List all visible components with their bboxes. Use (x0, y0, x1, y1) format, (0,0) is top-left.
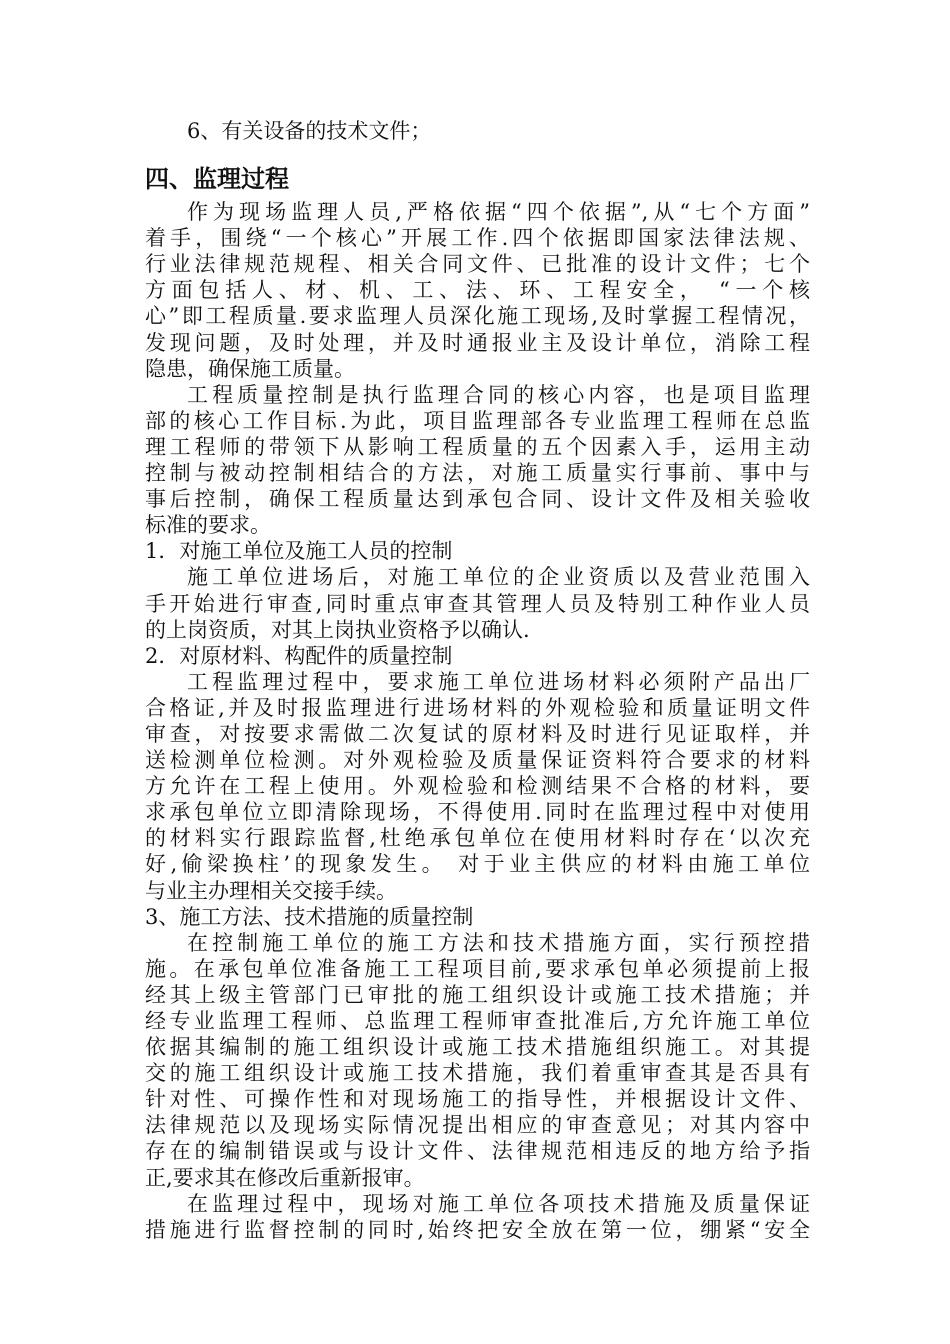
subsection-title-2: 2．对原材料、构配件的质量控制 (145, 643, 453, 668)
paragraph-1 (145, 199, 810, 382)
text-line: 工程质量控制是执行监理合同的核心内容，也是项目监理 (187, 382, 810, 407)
text-line: 事后控制，确保工程质量达到承包合同、设计文件及相关验收 (145, 487, 810, 512)
text-line: 审查，对按要求需做二次复试的原材料及时进行见证取样，并 (145, 721, 810, 746)
text-line: 施工单位进场后，对施工单位的企业资质以及营业范围入 (187, 565, 810, 590)
text-line: 的上岗资质，对其上岗执业资格予以确认. (145, 617, 530, 642)
text-line: 依据其编制的施工组织设计或施工技术措施组织施工。对其提 (145, 1035, 810, 1060)
text-line: 方允许在工程上使用。外观检验和检测结果不合格的材料，要 (145, 774, 810, 799)
text-line: 手开始进行审查,同时重点审查其管理人员及特别工种作业人员 (145, 591, 810, 616)
text-line: 在监理过程中，现场对施工单位各项技术措施及质量保证 (187, 1191, 810, 1216)
text-line: 经专业监理工程师、总监理工程师审查批准后,方允许施工单位 (145, 1009, 810, 1033)
paragraph-6 (145, 1191, 810, 1243)
text-line: 着手，围绕“一个核心”开展工作.四个依据即国家法律法规、 (145, 226, 810, 251)
text-line: 在控制施工单位的施工方法和技术措施方面，实行预控措 (187, 930, 810, 955)
text-line: 标准的要求。 (145, 513, 271, 538)
text-line: 措施进行监督控制的同时,始终把安全放在第一位，绷紧“安全 (145, 1217, 810, 1242)
list-item-6: 6、有关设备的技术文件； (187, 119, 432, 143)
subsection-title-3: 3、施工方法、技术措施的质量控制 (145, 904, 474, 929)
paragraph-5 (145, 930, 810, 1191)
text-line: 送检测单位检测。对外观检验及质量保证资料符合要求的材料 (145, 748, 810, 773)
text-line: 行业法律规范规程、相关合同文件、已批准的设计文件；七个 (145, 252, 810, 277)
text-line: 作为现场监理人员,严格依据“四个依据”,从“七个方面” (187, 200, 810, 225)
document-page (145, 118, 810, 1243)
text-line: 理工程师的带领下从影响工程质量的五个因素入手，运用主动 (145, 434, 810, 459)
text-line: 发现问题，及时处理，并及时通报业主及设计单位，消除工程 (145, 330, 810, 355)
text-line: 工程监理过程中，要求施工单位进场材料必须附产品出厂 (187, 669, 810, 694)
text-line: 部的核心工作目标.为此，项目监理部各专业监理工程师在总监 (145, 408, 810, 433)
text-line: 合格证,并及时报监理进行进场材料的外观检验和质量证明文件 (145, 695, 810, 720)
paragraph-2 (145, 382, 810, 539)
text-line: 方面包括人、材、机、工、法、环、工程安全， “一个核 (145, 278, 810, 303)
text-line: 法律规范以及现场实际情况提出相应的审查意见；对其内容中 (145, 1113, 810, 1138)
text-line: 施。在承包单位准备施工工程项目前,要求承包单必须提前上报 (145, 956, 810, 981)
section-heading: 四、监理过程 (145, 165, 289, 194)
text-line: 交的施工组织设计或施工技术措施，我们着重审查其是否具有 (145, 1061, 810, 1086)
paragraph-3 (145, 564, 810, 642)
text-line: 针对性、可操作性和对现场施工的指导性，并根据设计文件、 (145, 1087, 810, 1112)
text-line: 正,要求其在修改后重新报审。 (145, 1165, 425, 1190)
text-line: 控制与被动控制相结合的方法，对施工质量实行事前、事中与 (145, 461, 810, 486)
text-line: 心”即工程质量.要求监理人员深化施工现场,及时掌握工程情况， (145, 304, 810, 329)
text-line: 存在的编制错误或与设计文件、法律规范相违反的地方给予指 (145, 1139, 810, 1164)
text-line: 好,偷梁换柱’的现象发生。 对于业主供应的材料由施工单位 (145, 852, 810, 877)
text-line: 经其上级主管部门已审批的施工组织设计或施工技术措施；并 (145, 982, 810, 1007)
text-line: 求承包单位立即清除现场，不得使用.同时在监理过程中对使用 (145, 800, 810, 825)
paragraph-4 (145, 669, 810, 904)
text-line: 与业主办理相关交接手续。 (145, 878, 397, 903)
text-line: 的材料实行跟踪监督,杜绝承包单位在使用材料时存在‘以次充 (145, 826, 810, 851)
text-line: 隐患，确保施工质量。 (145, 356, 355, 381)
subsection-title-1: 1．对施工单位及施工人员的控制 (145, 539, 453, 564)
